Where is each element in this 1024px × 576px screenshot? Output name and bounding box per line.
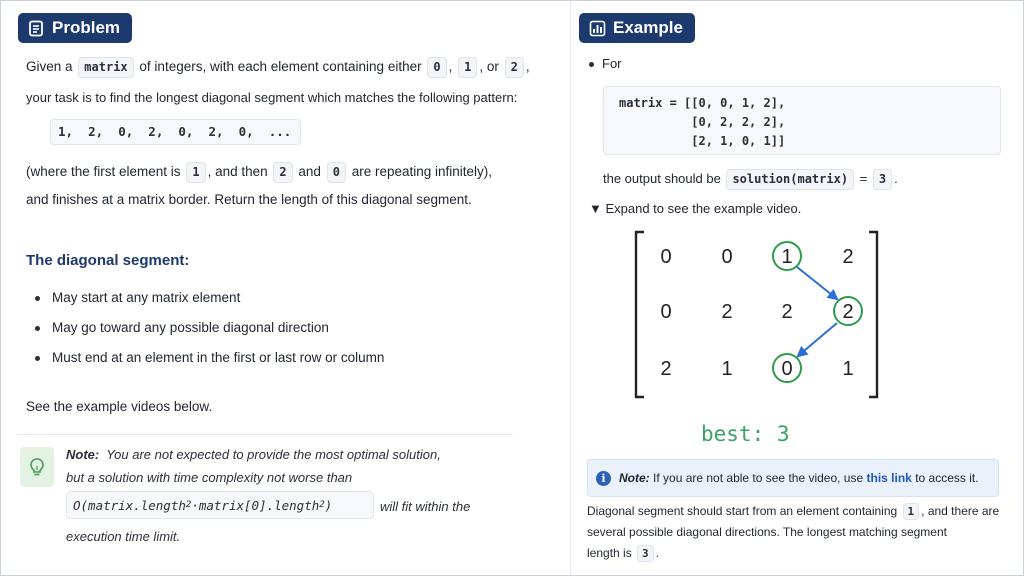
- bar-chart-icon: [589, 20, 606, 37]
- note-box: [18, 434, 513, 562]
- problem-line-4: and finishes at a matrix border. Return the length of this diagonal segment.: [26, 192, 472, 207]
- note-line-3: will fit within the: [380, 499, 471, 514]
- matrix-cell: 1: [781, 246, 793, 268]
- matrix-cell: 2: [781, 301, 793, 323]
- list-item: May go toward any possible diagonal direction: [26, 318, 384, 348]
- matrix-cell: 2: [842, 246, 854, 268]
- best-score: best: 3: [701, 422, 790, 446]
- pattern-code: 1, 2, 0, 2, 0, 2, 0, ...: [50, 119, 301, 145]
- problem-panel: [1, 1, 569, 575]
- list-item: Must end at an element in the first or last row or column: [26, 348, 384, 378]
- diagonal-segment-heading: The diagonal segment:: [26, 252, 190, 269]
- example-matrix-figure: [621, 229, 891, 401]
- info-icon: i: [596, 471, 611, 486]
- example-header-label: Example: [613, 18, 683, 37]
- matrix-cell: 0: [660, 301, 672, 323]
- matrix-cell: 2: [721, 301, 733, 323]
- matrix-cell: 0: [781, 358, 793, 380]
- example-header: [579, 13, 695, 43]
- lightbulb-icon: [20, 447, 54, 487]
- see-videos-text: See the example videos below.: [26, 399, 213, 414]
- footer-line-1: Diagonal segment should start from an element containing 1 , and there are: [587, 504, 1000, 518]
- matrix-cell: 2: [842, 301, 854, 323]
- matrix-cell: 0: [721, 246, 733, 268]
- document-icon: [28, 20, 45, 37]
- video-link[interactable]: this link: [866, 471, 912, 485]
- problem-line-3: (where the first element is 1 , and then 2 and 0 are repeating infinitely),: [26, 162, 492, 183]
- note-line-2: but a solution with time complexity not worse than: [66, 470, 353, 485]
- code-matrix: matrix: [78, 57, 133, 78]
- example-panel: [570, 1, 1024, 575]
- matrix-cell: 1: [721, 358, 733, 380]
- right-bracket: [869, 232, 877, 397]
- matrix-code-block: matrix = [[0, 0, 1, 2], [0, 2, 2, 2], [2, 1, 0, 1]]: [603, 86, 1001, 155]
- output-line: the output should be solution(matrix) = 3 .: [603, 169, 898, 190]
- video-info-note: i Note: If you are not able to see the video, use this link to access it.: [587, 459, 999, 497]
- problem-line-1: Given a matrix of integers, with each element containing either 0 , 1 , or 2 ,: [26, 57, 530, 78]
- left-bracket: [636, 232, 644, 397]
- problem-header-label: Problem: [52, 18, 121, 37]
- matrix-cell: 2: [660, 358, 672, 380]
- note-line-4: execution time limit.: [66, 529, 181, 544]
- for-label: For: [589, 54, 622, 74]
- footer-line-3: length is 3 .: [587, 546, 660, 560]
- footer-line-2: several possible diagonal directions. The longest matching segment: [587, 525, 947, 539]
- segment-rules-list: [26, 288, 384, 378]
- problem-line-2: your task is to find the longest diagonal segment which matches the following pattern:: [26, 90, 518, 105]
- matrix-cell: 0: [660, 246, 672, 268]
- expand-video-toggle[interactable]: ▼ Expand to see the example video.: [589, 201, 802, 216]
- list-item: May start at any matrix element: [26, 288, 384, 318]
- problem-header: [18, 13, 132, 43]
- note-line-1: Note: You are not expected to provide the most optimal solution,: [66, 447, 441, 462]
- complexity-formula: O(matrix.length 2 ·matrix[0].length 2 ): [66, 491, 374, 519]
- matrix-cell: 1: [842, 358, 854, 380]
